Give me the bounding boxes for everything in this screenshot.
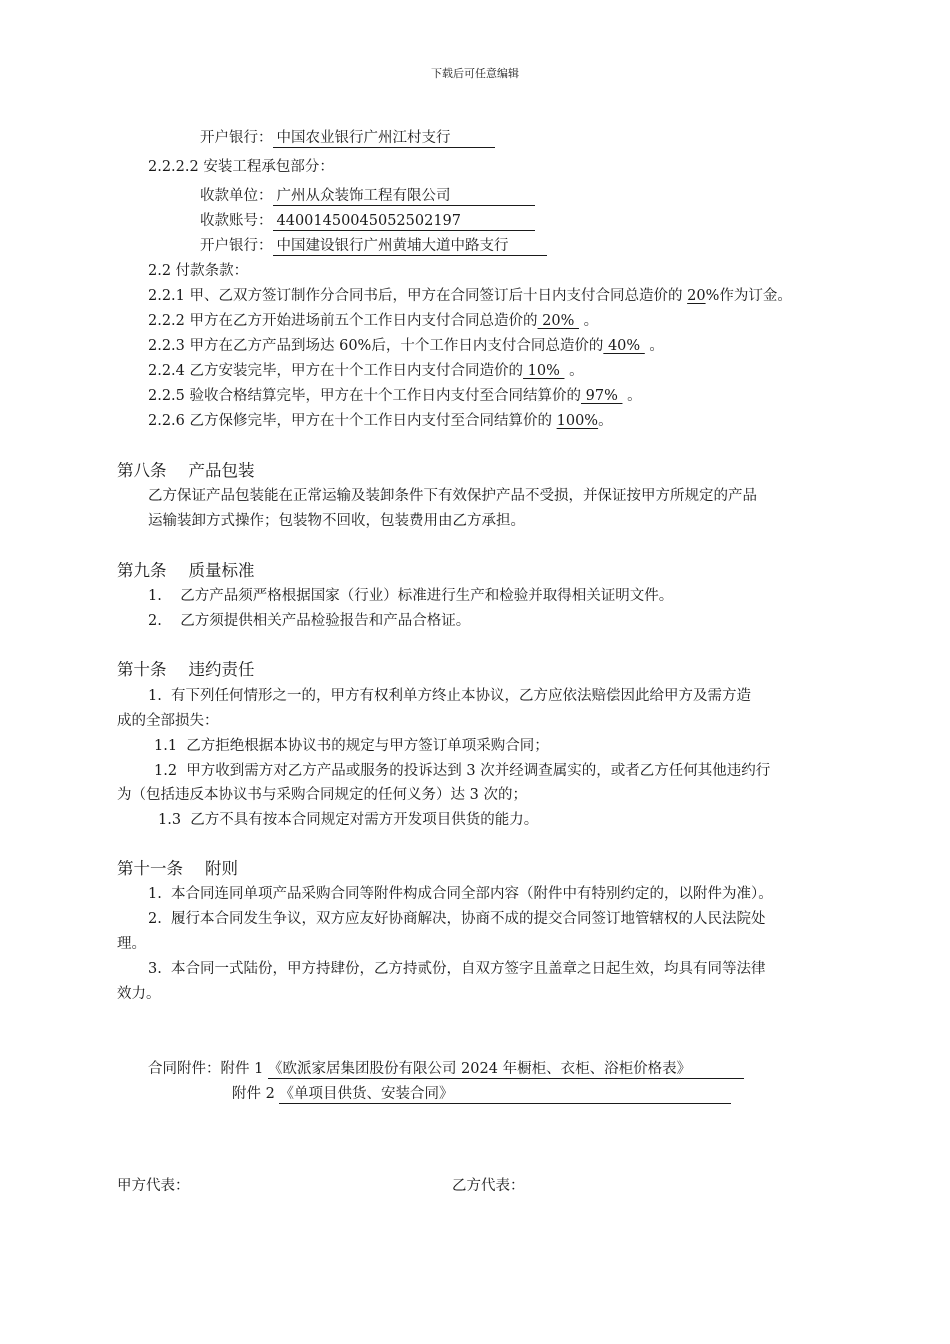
term-text: 2.2.3 甲方在乙方产品到场达 60%后，十个工作日内支付合同总造价的 (148, 338, 604, 354)
term-rate: 40% (603, 338, 645, 354)
supply-bank-label: 开户银行： (200, 130, 273, 146)
article-number: 第八条 (117, 461, 167, 480)
term-rate: 97% (581, 388, 623, 404)
term-tail: 。 (598, 413, 613, 429)
article-10-para-1-line-1: 1. 有下列任何情形之一的，甲方有权利单方终止本协议，乙方应依法赔偿因此给甲方及需方造 (148, 688, 752, 704)
term-tail: 。 (564, 363, 584, 379)
payment-term-1 (148, 286, 792, 306)
term-text: 2.2.5 验收合格结算完毕，甲方在十个工作日内支付至合同结算价的 (148, 388, 582, 404)
account-label: 收款账号： (200, 213, 273, 229)
attachments-label: 合同附件： (148, 1061, 221, 1077)
install-bank-value: 中国建设银行广州黄埔大道中路支行 (273, 238, 547, 256)
article-10-clause-2-line-2: 为（包括违反本协议书与采购合同规定的任何义务）达 3 次的； (117, 787, 527, 803)
term-text: 2.2.4 乙方安装完毕，甲方在十个工作日内支付合同造价的 (148, 363, 524, 379)
article-11-item-1: 1. 本合同连同单项产品采购合同等附件构成合同全部内容（附件中有特别约定的，以附件为准）。 (148, 886, 773, 902)
term-rate: 100% (556, 413, 599, 429)
payment-term-3 (148, 336, 664, 356)
article-title: 质量标准 (188, 561, 255, 580)
page-header-note: 下载后可任意编辑 (431, 67, 519, 80)
article-10-clause-1: 1.1 乙方拒绝根据本协议书的规定与甲方签订单项采购合同； (154, 738, 549, 754)
article-title: 附则 (205, 859, 238, 878)
payment-term-5 (148, 386, 642, 406)
article-title: 产品包装 (188, 461, 255, 480)
term-tail: 。 (578, 313, 599, 329)
account-value: 44001450045052502197 (273, 213, 535, 231)
article-11-item-3-line-1: 3. 本合同一式陆份，甲方持肆份，乙方持贰份，自双方签字且盖章之日起生效，均具有同等法律 (148, 961, 766, 977)
attachment-1-line (148, 1059, 744, 1079)
install-bank-label: 开户银行： (200, 238, 273, 254)
term-tail: %作为订金。 (705, 288, 792, 304)
install-bank-line (200, 236, 547, 256)
supply-bank-value: 中国农业银行广州江村支行 (273, 130, 495, 148)
term-text: 2.2.1 甲、乙双方签订制作分合同书后，甲方在合同签订后十日内支付合同总造价的 (148, 288, 688, 304)
party-a-signature-label: 甲方代表： (117, 1178, 190, 1194)
payment-term-6 (148, 411, 613, 431)
article-title: 违约责任 (188, 660, 255, 679)
article-number: 第十条 (117, 660, 167, 679)
article-10-clause-3: 1.3 乙方不具有按本合同规定对需方开发项目供货的能力。 (158, 812, 539, 828)
payee-line (200, 186, 535, 206)
article-number: 第九条 (117, 561, 167, 580)
payment-term-4 (148, 361, 584, 381)
attachment-2-label: 附件 2 (232, 1086, 280, 1102)
article-8-heading (117, 460, 255, 482)
term-text: 2.2.2 甲方在乙方开始进场前五个工作日内支付合同总造价的 (148, 313, 538, 329)
article-11-heading (117, 858, 238, 880)
attachment-2-title: 《单项目供货、安装合同》 (279, 1086, 731, 1104)
term-text: 2.2.6 乙方保修完毕，甲方在十个工作日内支付至合同结算价的 (148, 413, 557, 429)
article-8-text-line-1: 乙方保证产品包装能在正常运输及装卸条件下有效保护产品不受损，并保证按甲方所规定的产品 (148, 488, 757, 504)
article-8-text-line-2: 运输装卸方式操作；包装物不回收，包装费用由乙方承担。 (148, 513, 525, 529)
article-10-para-1-line-2: 成的全部损失： (117, 713, 219, 729)
article-11-item-2-line-2: 理。 (117, 936, 146, 952)
payment-terms-heading: 2.2 付款条款： (148, 263, 249, 279)
attachment-1-label: 附件 1 (220, 1061, 268, 1077)
article-number: 第十一条 (117, 859, 183, 878)
attachment-2-line (232, 1084, 731, 1104)
install-payment-heading: 2.2.2.2 安装工程承包部分： (148, 159, 334, 175)
term-rate: 20% (537, 313, 579, 329)
party-b-signature-label: 乙方代表： (452, 1178, 525, 1194)
term-rate: 10% (523, 363, 565, 379)
account-line (200, 211, 535, 231)
term-tail: 。 (622, 388, 642, 404)
term-tail: 。 (644, 338, 664, 354)
attachment-1-title: 《欧派家居集团股份有限公司 2024 年橱柜、衣柜、浴柜价格表》 (268, 1061, 744, 1079)
article-9-heading (117, 560, 255, 582)
article-9-item-2: 2. 乙方须提供相关产品检验报告和产品合格证。 (148, 613, 471, 629)
article-10-heading (117, 659, 255, 681)
term-rate: 20 (687, 288, 706, 304)
supply-bank-line (200, 128, 495, 148)
article-11-item-2-line-1: 2. 履行本合同发生争议，双方应友好协商解决，协商不成的提交合同签订地管辖权的人民法院处 (148, 911, 766, 927)
article-10-clause-2-line-1: 1.2 甲方收到需方对乙方产品或服务的投诉达到 3 次并经调查属实的，或者乙方任何其他违约行 (154, 763, 771, 779)
payee-label: 收款单位： (200, 188, 273, 204)
payment-term-2 (148, 311, 598, 331)
article-9-item-1: 1. 乙方产品须严格根据国家（行业）标准进行生产和检验并取得相关证明文件。 (148, 588, 674, 604)
article-11-item-3-line-2: 效力。 (117, 986, 161, 1002)
payee-value: 广州从众装饰工程有限公司 (273, 188, 535, 206)
